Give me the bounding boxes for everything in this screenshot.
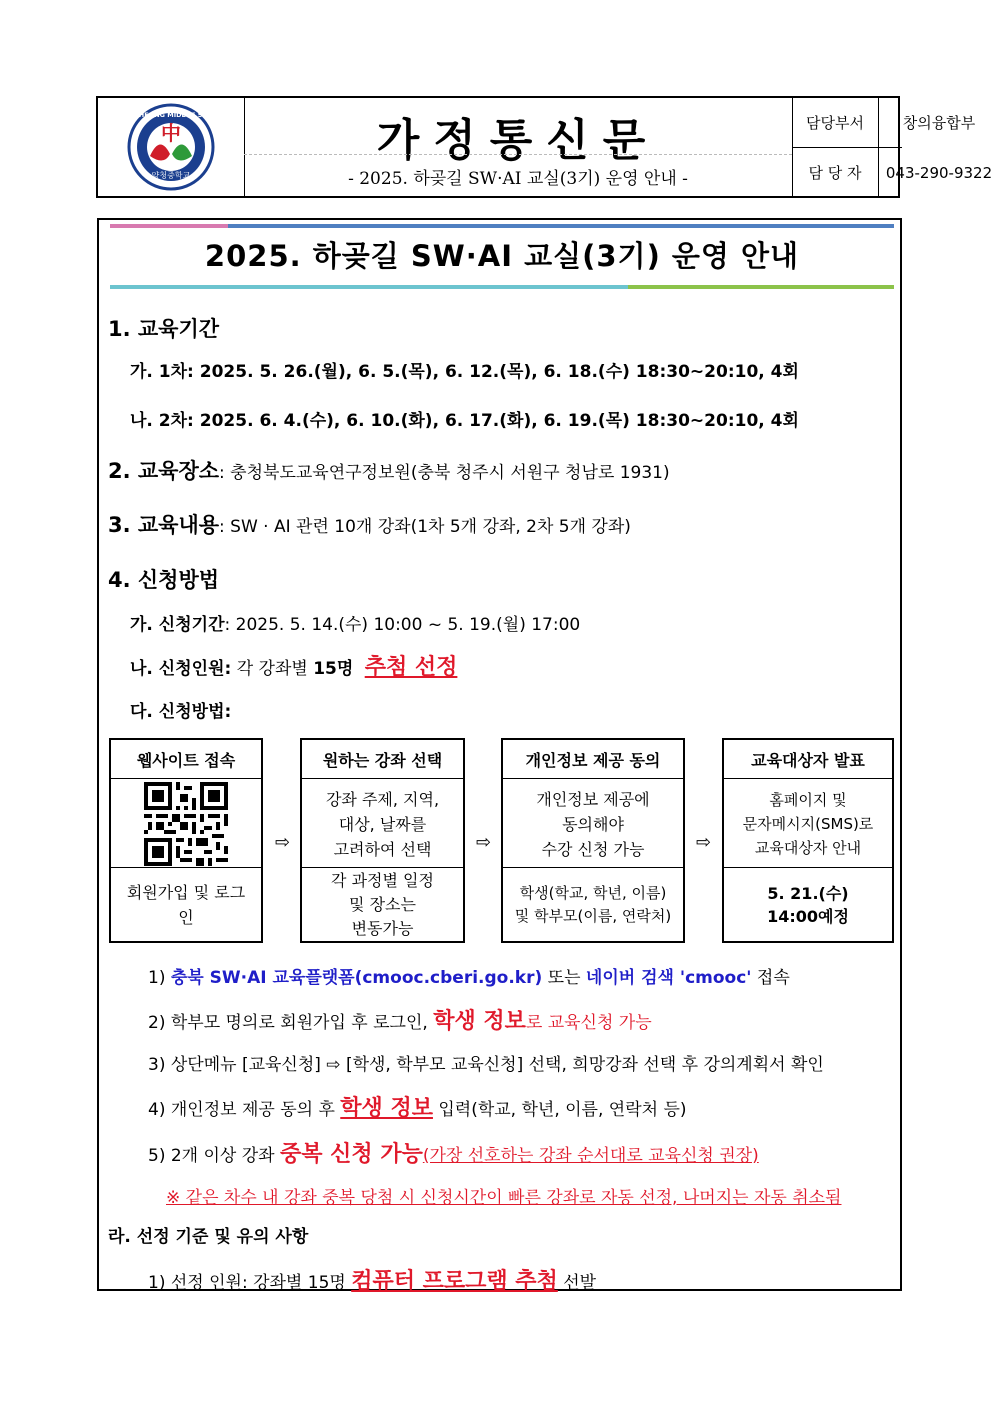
step-text: 선정 인원: 강좌별 15명 xyxy=(170,1273,346,1293)
flow-box-consent xyxy=(501,738,685,943)
flow-footer-line: 14:00예정 xyxy=(767,906,849,926)
step-3 xyxy=(148,1050,824,1075)
decor-bar-teal xyxy=(110,285,628,289)
logo-cell xyxy=(98,98,245,196)
page-subtitle: - 2025. 하곶길 SW·AI 교실(3기) 운영 안내 - xyxy=(348,169,688,189)
step-text: 또는 xyxy=(547,968,581,988)
flow-body-line: 문자메시지(SMS)로 xyxy=(742,815,874,833)
step-text: 상단메뉴 [교육신청] ⇨ [학생, 학부모 교육신청] 선택, 희망강좌 선택 후 강의계획서 확인 xyxy=(170,1055,824,1075)
flow-box-website xyxy=(109,738,263,943)
step-4 xyxy=(148,1091,687,1122)
decor-bar-blue xyxy=(228,224,894,228)
step-text: 학부모 명의로 회원가입 후 로그인, xyxy=(170,1013,428,1033)
flow-footer-line: 및 장소는 xyxy=(349,894,416,914)
apply-count-highlight: 추첨 선정 xyxy=(364,655,458,680)
apply-count-label: 나. 신청인원: xyxy=(130,659,232,679)
step-text-red: 로 교육신청 가능 xyxy=(525,1013,652,1033)
duplicate-apply-highlight: 중복 신청 가능 xyxy=(280,1142,423,1167)
section-heading-place: 2. 교육장소 xyxy=(108,459,220,483)
duplicate-note: ※ 같은 차수 내 강좌 중복 당첨 시 신청시간이 빠른 강좌로 자동 선정, 나머지는 자동 취소됨 xyxy=(166,1188,842,1208)
person-label: 담 당 자 xyxy=(808,164,862,182)
qr-code-wrap xyxy=(111,779,261,869)
apply-period-value: : 2025. 5. 14.(수) 10:00 ~ 5. 19.(월) 17:00 xyxy=(224,615,581,635)
section-place xyxy=(108,455,670,485)
step-text: 접속 xyxy=(756,968,790,988)
divider xyxy=(244,154,792,155)
step-2 xyxy=(148,1004,652,1035)
naver-search-text: 네이버 검색 'cmooc' xyxy=(585,968,752,988)
period-round1: 가. 1차: 2025. 5. 26.(월), 6. 5.(목), 6. 12.(목), 6. 18.(수) 18:30~20:10, 4회 xyxy=(130,362,799,382)
flow-body-line: 강좌 주제, 지역, xyxy=(325,789,440,809)
logo-text: YANGCHEONG MIDDLE SCHOOL xyxy=(114,111,228,119)
decor-bar-pink xyxy=(110,224,228,228)
flow-footer-line: 학생(학교, 학년, 이름) xyxy=(519,883,667,902)
section-heading-apply: 4. 신청방법 xyxy=(108,568,220,592)
flow-arrow-icon: ⇨ xyxy=(696,832,712,853)
flow-box-header: 개인정보 제공 동의 xyxy=(503,740,683,779)
logo-char: 中 xyxy=(161,121,181,145)
step-num: 1) xyxy=(148,1273,166,1293)
logo-korean: 양청중학교 xyxy=(151,171,191,180)
school-logo xyxy=(98,98,244,196)
apply-count-text: 각 강좌별 xyxy=(236,659,308,679)
flow-box-header: 교육대상자 발표 xyxy=(724,740,892,779)
flow-box-announce xyxy=(722,738,894,943)
flow-body-line: 동의해야 xyxy=(562,814,624,834)
section-heading-content: 3. 교육내용 xyxy=(108,513,220,537)
flow-box-footer xyxy=(724,867,892,941)
apply-count-num: 15명 xyxy=(313,659,354,679)
flow-box-body xyxy=(503,779,683,869)
flow-body-line: 대상, 날짜를 xyxy=(338,814,427,834)
student-info-highlight: 학생 정보 xyxy=(340,1096,433,1121)
flow-footer-line: 5. 21.(수) xyxy=(767,883,849,903)
dept-value: 창의융합부 xyxy=(902,114,976,132)
step-num: 1) xyxy=(148,968,166,988)
section-content xyxy=(108,509,631,539)
flow-arrow-icon: ⇨ xyxy=(275,832,291,853)
flow-body-line: 수강 신청 가능 xyxy=(541,839,645,859)
qr-code-icon[interactable] xyxy=(144,782,228,866)
step-num: 4) xyxy=(148,1100,166,1120)
header-table xyxy=(96,96,992,198)
section-heading-period: 1. 교육기간 xyxy=(108,317,220,341)
flow-footer-line: 및 학부모(이름, 연락처) xyxy=(514,906,672,925)
step-text: 입력(학교, 학년, 이름, 연락처 등) xyxy=(438,1100,687,1120)
step-num: 5) xyxy=(148,1146,166,1166)
flow-body-line: 개인정보 제공에 xyxy=(536,789,650,809)
flow-body-line: 고려하여 선택 xyxy=(333,839,432,859)
flow-arrow-icon: ⇨ xyxy=(476,832,492,853)
flow-box-header: 원하는 강좌 선택 xyxy=(302,740,463,779)
document-title: 2025. 하곶길 SW·AI 교실(3기) 운영 안내 xyxy=(204,239,800,273)
decor-bar-green xyxy=(628,285,894,289)
step-1 xyxy=(148,963,790,988)
apply-count xyxy=(130,650,457,681)
flow-box-footer xyxy=(111,867,261,941)
apply-period-label: 가. 신청기간 xyxy=(130,615,225,635)
lottery-highlight: 컴퓨터 프로그램 추첨 xyxy=(351,1269,558,1294)
student-info-highlight: 학생 정보 xyxy=(433,1009,526,1034)
page-title: 가정통신문 xyxy=(376,115,660,166)
step-5 xyxy=(148,1137,759,1168)
selection-heading: 라. 선정 기준 및 유의 사항 xyxy=(108,1227,309,1247)
step-text: 2개 이상 강좌 xyxy=(170,1146,275,1166)
apply-method-label: 다. 신청방법: xyxy=(130,702,232,722)
title-cell xyxy=(244,98,793,196)
place-text: : 충청북도교육연구정보원(충북 청주시 서원구 청남로 1931) xyxy=(219,463,670,483)
flow-box-footer xyxy=(503,867,683,941)
dept-label: 담당부서 xyxy=(806,114,864,132)
flow-box-header: 웹사이트 접속 xyxy=(111,740,261,779)
step-text: 개인정보 제공 동의 후 xyxy=(170,1100,335,1120)
flow-body-line: 교육대상자 안내 xyxy=(754,839,862,857)
flow-box-body xyxy=(724,779,892,869)
step-text: 선발 xyxy=(563,1273,597,1293)
content-text: : SW · AI 관련 10개 강좌(1차 5개 강좌, 2차 5개 강좌) xyxy=(219,517,631,537)
platform-link[interactable]: 충북 SW·AI 교육플랫폼(cmooc.cberi.go.kr) xyxy=(170,968,543,988)
step-text-red: (가장 선호하는 강좌 순서대로 교육신청 권장) xyxy=(422,1146,759,1166)
period-round2: 나. 2차: 2025. 6. 4.(수), 6. 10.(화), 6. 17.(화), 6. 19.(목) 18:30~20:10, 4회 xyxy=(130,411,799,431)
step-num: 2) xyxy=(148,1013,166,1033)
flow-footer-text: 회원가입 및 로그인 xyxy=(126,882,246,927)
selection-line-1 xyxy=(148,1264,596,1295)
apply-period xyxy=(130,610,580,635)
flow-box-select-course xyxy=(300,738,465,943)
person-value: 043-290-9322 xyxy=(885,163,992,182)
step-num: 3) xyxy=(148,1055,166,1075)
flow-footer-line: 각 과정별 일정 xyxy=(331,870,434,890)
flow-box-body xyxy=(302,779,463,869)
flow-footer-line: 변동가능 xyxy=(351,918,414,938)
flow-body-line: 홈페이지 및 xyxy=(769,791,847,809)
flow-box-footer xyxy=(302,867,463,941)
